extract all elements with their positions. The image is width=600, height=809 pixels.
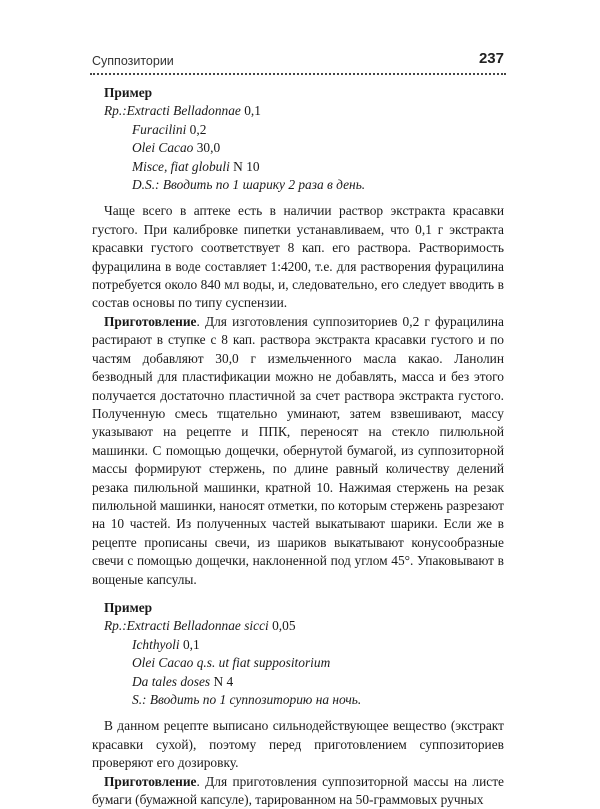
rx-line: Olei Cacao q.s. ut fiat suppositorium [132,655,331,671]
page-number: 237 [478,50,504,67]
running-head [92,50,504,72]
rx-line: Olei Cacao 30,0 [132,140,221,156]
rx-signa: S.: Вводить по 1 суппозиторию на ночь. [132,692,362,707]
paragraph-preparation: Приготовление. Для приготовления суппозиторной массы на листе бумаги (бумажной капсуле), тарированном на 50-граммовых ручных [92,773,504,808]
page-content [92,84,504,809]
paragraph-preparation: Приготовление. Для изготовления суппозиториев 0,2 г фурацилина растирают в ступке с 8 кап. раствора экстракта красавки густого и по частям добавляют 30,0 г измельченного масла какао. Ланолин безводный для пластификации можно не добавлять, масса и без этого получается достаточно пластичной за счет раствора экстракта густого. Полученную смесь тщательно уминают, затем взвешивают, массу указывают на рецепте и ППК, переносят на стекло пилюльной машинки. С помощью дощечки, обернутой бумагой, из суппозиторной массы формируют стержень, по длине равный количеству делений резака пилюльной машинки, кратной 10. Нажимая стержень на резак пилюльной машинки, наносят отметки, по которым стержень разрезают на 10 частей. Из полученных частей выкатывают шарики. Если же в рецепте прописаны свечи, из шариков выкатывают конусообразные свечи с помощью дощечки, наклоненной под углом 45°. Упаковывают в вощеные капсулы. [92,313,504,587]
rx-line: Misce, fiat globuli N 10 [132,158,260,174]
example-label: Пример [104,85,153,100]
preparation-heading: Приготовление [104,773,197,789]
rx-line: Rp.:Extracti Belladonnae sicci 0,05 [104,618,296,634]
rx-line: Da tales doses N 4 [132,673,234,689]
section-title: Суппозитории [92,54,174,68]
prescription-example-1 [92,84,504,194]
paragraph: В данном рецепте выписано сильнодействующее вещество (экстракт красавки сухой), поэтому перед приготовлением суппозиториев проверяют его дозировку. [92,718,504,771]
prescription-example-2 [92,599,504,709]
header-dotted-rule [90,73,506,75]
preparation-heading: Приготовление [104,313,197,329]
example-label: Пример [104,599,153,615]
rx-line: Rp.:Extracti Belladonnae 0,1 [104,103,261,119]
paragraph: Чаще всего в аптеке есть в наличии раствор экстракта красавки густого. При калибровке пипетки устанавливаем, что 0,1 г экстракта красавки густого соответствует 8 кап. его раствора. Растворимость фурацилина в воде составляет 1:4200, т.е. для растворения фурацилина потребуется около 840 мл воды, и, следовательно, его следует вводить в состав основы по типу суспензии. [92,203,504,311]
rx-line: Ichthyoli 0,1 [132,636,200,652]
rx-line: Furacilini 0,2 [132,121,207,137]
rx-signa: D.S.: Вводить по 1 шарику 2 раза в день. [132,177,366,193]
